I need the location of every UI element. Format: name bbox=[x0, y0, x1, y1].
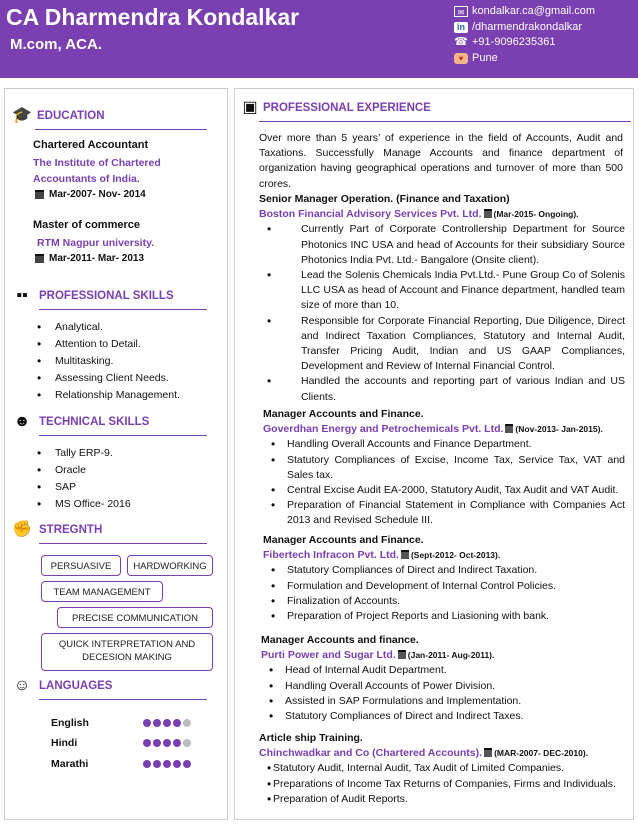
section-divider bbox=[39, 699, 207, 700]
strength-header bbox=[11, 521, 102, 539]
list-item: • SAP bbox=[33, 479, 131, 496]
list-item: • Currently Part of Corporate Controllership Department for Source Photonics INC USA and head of Accounts for their subsidiary Source Photonics India Pvt. Ltd.- Bangalore (Onsite client). bbox=[259, 222, 625, 268]
section-divider bbox=[259, 121, 631, 122]
briefcase-icon: ▣ bbox=[242, 99, 258, 116]
list-item: • Finalization of Accounts. bbox=[263, 594, 625, 609]
list-item: • Statutory Compliances of Direct and Indirect Taxation. bbox=[263, 563, 625, 578]
experience-title: PROFESSIONAL EXPERIENCE bbox=[263, 102, 431, 114]
rating-dot-filled bbox=[163, 739, 171, 747]
rating-dot-filled bbox=[173, 739, 181, 747]
list-item: • Central Excise Audit EA-2000, Statutory Audit, Tax Audit and VAT Audit. bbox=[263, 483, 625, 498]
job-role: Senior Manager Operation. (Finance and Taxation) bbox=[259, 193, 510, 205]
rating-dot-filled bbox=[173, 760, 181, 768]
list-item: • Statutory Audit, Internal Audit, Tax Audit of Limited Companies. bbox=[259, 761, 625, 776]
header-banner bbox=[0, 0, 638, 78]
company-name: Fibertech Infracon Pvt. Ltd. bbox=[263, 549, 399, 562]
rating-dot-filled bbox=[143, 719, 151, 727]
languages-title: LANGUAGES bbox=[39, 680, 113, 692]
job-duties bbox=[263, 563, 625, 624]
job-entry bbox=[263, 407, 625, 529]
language-rating bbox=[143, 760, 191, 768]
list-item: • Relationship Management. bbox=[33, 387, 180, 404]
strength-pill: TEAM MANAGEMENT bbox=[41, 581, 163, 602]
job-period: (Nov-2013- Jan-2015). bbox=[515, 424, 603, 435]
list-item: • Attention to Detail. bbox=[33, 336, 180, 353]
education-title: EDUCATION bbox=[37, 110, 105, 122]
strength-pill: PERSUASIVE bbox=[41, 555, 121, 576]
institute-name: The Institute of Chartered Accountants of India. bbox=[33, 157, 161, 185]
rating-dot-filled bbox=[163, 719, 171, 727]
candidate-name: CA Dharmendra Kondalkar bbox=[6, 4, 300, 30]
rating-dot-filled bbox=[143, 739, 151, 747]
degree-title: Master of commerce bbox=[33, 219, 140, 231]
list-item: • Handling Overall Accounts and Finance Department. bbox=[263, 437, 625, 452]
rating-dot-filled bbox=[143, 760, 151, 768]
job-duties bbox=[259, 761, 625, 807]
list-item: • Preparation of Project Reports and Liasioning with bank. bbox=[263, 609, 625, 624]
email-text: kondalkar.ca@gmail.com bbox=[472, 5, 596, 17]
professional-skills-header bbox=[11, 287, 174, 305]
right-column bbox=[234, 88, 634, 820]
company-name: Chinchwadkar and Co (Chartered Accounts). bbox=[259, 747, 483, 760]
technical-skills-header bbox=[11, 413, 149, 431]
company-name: Purti Power and Sugar Ltd. bbox=[261, 649, 396, 662]
list-item: • Preparations of Income Tax Returns of Companies, Firms and Individuals. bbox=[259, 777, 625, 792]
phone-text: +91-9096235361 bbox=[472, 36, 556, 48]
strength-pill: HARDWORKING bbox=[127, 555, 213, 576]
language-rating bbox=[143, 719, 191, 727]
job-company-line bbox=[259, 746, 625, 761]
languages-header bbox=[11, 677, 112, 695]
list-item: • Handling Overall Accounts of Power Division. bbox=[261, 679, 625, 694]
location-icon: ♥ bbox=[454, 53, 468, 64]
job-company-line bbox=[263, 548, 625, 563]
strength-title: STREGNTH bbox=[39, 524, 103, 536]
job-role: Manager Accounts and Finance. bbox=[263, 534, 424, 546]
mail-icon: ✉ bbox=[454, 6, 468, 17]
professional-skills-list bbox=[33, 319, 180, 404]
job-period: (Sept-2012- Oct-2013). bbox=[410, 550, 501, 561]
job-period: (Jan-2011- Aug-2011). bbox=[407, 650, 495, 661]
contact-location bbox=[454, 51, 595, 67]
list-item: • Analytical. bbox=[33, 319, 180, 336]
job-entry bbox=[261, 633, 625, 724]
rating-dot-filled bbox=[163, 760, 171, 768]
list-item: • Statutory Compliances of Direct and Indirect Taxes. bbox=[261, 709, 625, 724]
job-company-line bbox=[263, 422, 625, 437]
list-item: • Formulation and Development of Internal Control Policies. bbox=[263, 579, 625, 594]
list-item: • Oracle bbox=[33, 462, 131, 479]
education-dates bbox=[35, 189, 146, 200]
job-role: Article ship Training. bbox=[259, 732, 363, 744]
section-divider bbox=[39, 435, 207, 436]
language-name: Marathi bbox=[51, 758, 89, 770]
contact-phone[interactable] bbox=[454, 35, 595, 51]
job-role: Manager Accounts and Finance. bbox=[263, 408, 424, 420]
list-item: • Responsible for Corporate Financial Reporting, Due Diligence, Direct and Indirect Taxation Compliances, Statutory and Internal Audit, Transfer Pricing Audit, Indian and US GAAP Compliances, Development and Review of Internal Financial Control. bbox=[259, 314, 625, 375]
calendar-icon bbox=[35, 254, 44, 263]
job-period: (MAR-2007- DEC-2010). bbox=[494, 748, 589, 759]
calendar-icon bbox=[505, 424, 513, 433]
strength-pill: PRECISE COMMUNICATION bbox=[57, 607, 213, 628]
job-role: Manager Accounts and finance. bbox=[261, 634, 419, 646]
company-name: Boston Financial Advisory Services Pvt. Ltd. bbox=[259, 208, 482, 221]
job-entry bbox=[259, 731, 625, 807]
brain-icon: ☻ bbox=[13, 413, 31, 430]
rating-dot-filled bbox=[153, 760, 161, 768]
technical-skills-title: TECHNICAL SKILLS bbox=[39, 416, 150, 428]
rating-dot-filled bbox=[153, 719, 161, 727]
calendar-icon bbox=[401, 550, 409, 559]
strength-pill: QUICK INTERPRETATION AND DECESION MAKING bbox=[41, 633, 213, 671]
phone-icon: ☎ bbox=[454, 36, 468, 49]
company-name: Goverdhan Energy and Petrochemicals Pvt. Ltd. bbox=[263, 423, 504, 436]
section-divider bbox=[39, 543, 207, 544]
experience-header bbox=[239, 99, 431, 117]
job-period: (Mar-2015- Ongoing). bbox=[493, 209, 579, 220]
list-item: • Lead the Solenis Chemicals India Pvt.Ltd.- Pune Group Co of Solenis LLC USA as head of Account and Finance department, handled team size of more than 10. bbox=[259, 268, 625, 314]
location-text: Pune bbox=[472, 51, 498, 64]
rating-dot-empty bbox=[183, 739, 191, 747]
list-item: • Multitasking. bbox=[33, 353, 180, 370]
calendar-icon bbox=[484, 209, 492, 218]
handshake-icon: ✊ bbox=[12, 521, 32, 538]
rating-dot-empty bbox=[183, 719, 191, 727]
calendar-icon bbox=[398, 650, 406, 659]
rating-dot-filled bbox=[183, 760, 191, 768]
list-item: • Assessing Client Needs. bbox=[33, 370, 180, 387]
left-column bbox=[4, 88, 228, 820]
dates-text: Mar-2011- Mar- 2013 bbox=[49, 253, 145, 264]
language-rating bbox=[143, 739, 191, 747]
contact-linkedin[interactable] bbox=[454, 20, 595, 36]
job-company-line bbox=[261, 648, 625, 663]
professional-skills-title: PROFESSIONAL SKILLS bbox=[39, 290, 174, 302]
job-duties bbox=[263, 437, 625, 528]
dates-text: Mar-2007- Nov- 2014 bbox=[49, 189, 146, 200]
language-name: English bbox=[51, 717, 89, 729]
education-header bbox=[11, 107, 105, 125]
job-entry bbox=[263, 533, 625, 624]
experience-summary: Over more than 5 years’ of experience in the field of Accounts, Audit and Taxations. Successfully Manage Accounts and finance department of organization having geographical operations and turnover of more than 500 crores. bbox=[259, 132, 623, 190]
section-divider bbox=[39, 309, 207, 310]
job-duties bbox=[259, 222, 625, 404]
calendar-icon bbox=[484, 748, 492, 757]
technical-skills-list bbox=[33, 445, 131, 513]
list-item: • MS Office- 2016 bbox=[33, 496, 131, 513]
linkedin-text: /dharmendrakondalkar bbox=[472, 20, 583, 33]
contact-email[interactable] bbox=[454, 4, 595, 20]
education-dates bbox=[35, 253, 144, 264]
graduation-cap-icon: 🎓 bbox=[12, 107, 32, 124]
grid-icon: ▪▪ bbox=[16, 287, 28, 304]
list-item: • Tally ERP-9. bbox=[33, 445, 131, 462]
rating-dot-filled bbox=[153, 739, 161, 747]
job-company-line bbox=[259, 207, 625, 222]
linkedin-icon: in bbox=[454, 22, 468, 33]
contact-block bbox=[454, 4, 595, 66]
list-item: • Preparation of Audit Reports. bbox=[259, 792, 625, 807]
calendar-icon bbox=[35, 190, 44, 199]
institute-name: RTM Nagpur university. bbox=[37, 237, 155, 249]
job-entry bbox=[259, 192, 625, 405]
list-item: • Preparation of Financial Statement in Compliance with Companies Act 2013 and Revised Schedule III. bbox=[263, 498, 625, 528]
language-name: Hindi bbox=[51, 737, 78, 749]
qualifications: M.com, ACA. bbox=[10, 36, 102, 53]
list-item: • Statutory Compliances of Excise, Income Tax, Service Tax, VAT and Sales tax. bbox=[263, 453, 625, 483]
list-item: • Handled the accounts and reporting part of various Indian and US Clients. bbox=[259, 374, 625, 404]
list-item: • Assisted in SAP Formulations and Implementation. bbox=[261, 694, 625, 709]
list-item: • Head of Internal Audit Department. bbox=[261, 663, 625, 678]
job-duties bbox=[261, 663, 625, 724]
speaking-icon: ☺ bbox=[13, 677, 31, 694]
section-divider bbox=[35, 129, 207, 130]
rating-dot-filled bbox=[173, 719, 181, 727]
degree-title: Chartered Accountant bbox=[33, 139, 149, 151]
